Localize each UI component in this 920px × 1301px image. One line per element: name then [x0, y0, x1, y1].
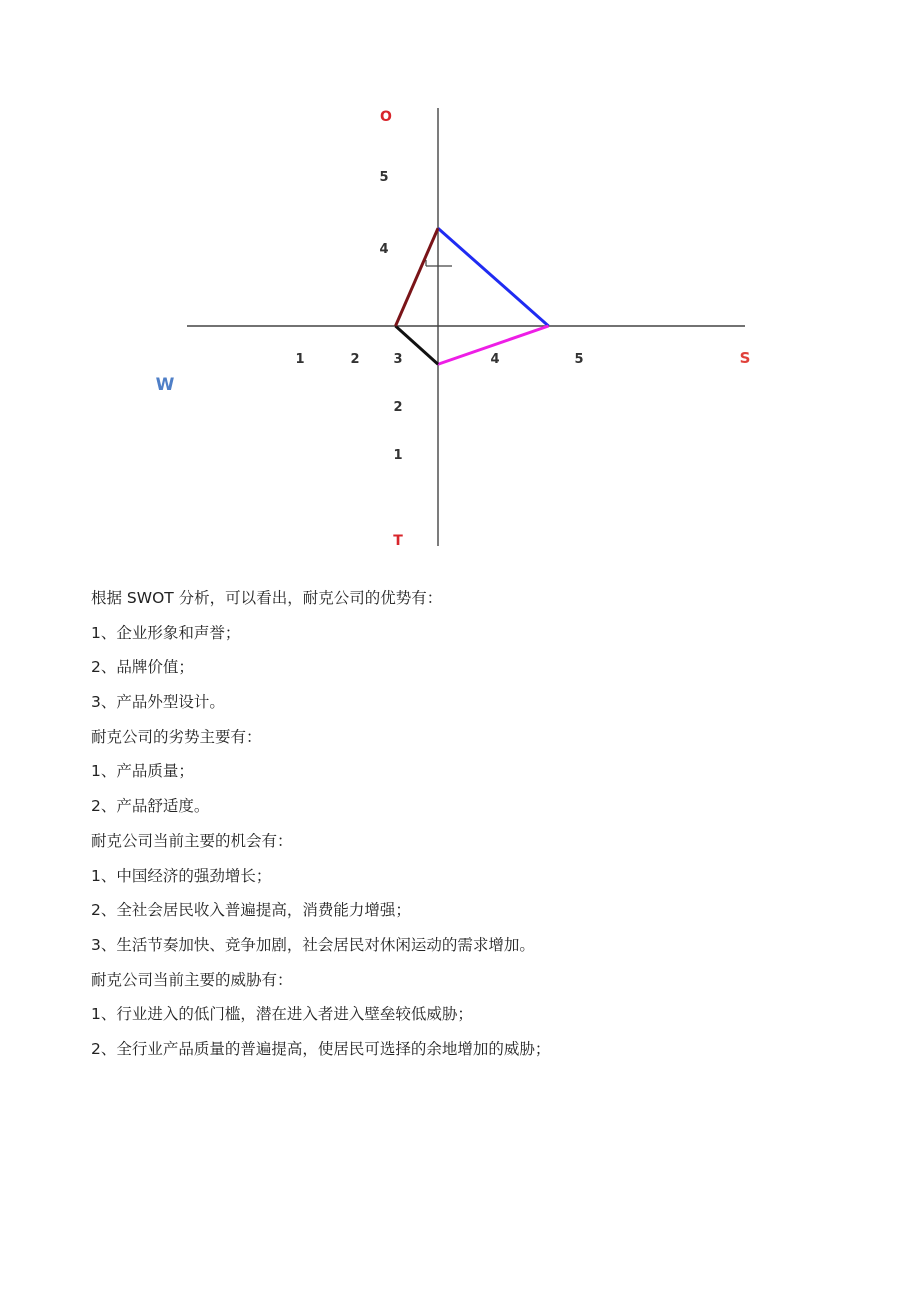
paragraph-weakness-2: 2、产品舒适度。	[91, 797, 210, 816]
paragraph-threat-2: 2、全行业产品质量的普遍提高，使居民可选择的余地增加的威胁；	[91, 1039, 551, 1058]
swot-chart	[0, 0, 920, 570]
tick-label-o-4: 4	[379, 242, 389, 257]
axis-label-o: O	[380, 109, 392, 125]
tick-label-w-2: 2	[350, 352, 360, 367]
paragraph-opportunity-1: 1、中国经济的强劲增长；	[91, 866, 272, 885]
paragraph-opportunities-intro: 耐克公司当前主要的机会有：	[91, 831, 293, 850]
edge-o-s	[438, 228, 549, 326]
tick-label-w-3: 3	[393, 352, 403, 367]
tick-label-o-5: 5	[379, 170, 389, 185]
tick-label-t-1: 1	[393, 448, 403, 463]
paragraph-strength-1: 1、企业形象和声誉；	[91, 623, 241, 642]
edge-w-o	[396, 228, 439, 326]
tick-label-t-2: 2	[393, 400, 403, 415]
paragraph-strength-3: 3、产品外型设计。	[91, 693, 225, 712]
paragraph-weakness-1: 1、产品质量；	[91, 762, 194, 781]
axis-label-t: T	[393, 533, 403, 549]
tick-label-s-4: 4	[490, 352, 500, 367]
paragraph-opportunity-2: 2、全社会居民收入普遍提高，消费能力增强；	[91, 901, 411, 920]
analysis-text	[91, 581, 851, 1067]
tick-label-w-1: 1	[295, 352, 305, 367]
paragraph-threats-intro: 耐克公司当前主要的威胁有：	[91, 970, 293, 989]
tick-label-s-5: 5	[574, 352, 584, 367]
paragraph-threat-1: 1、行业进入的低门槛，潜在进入者进入壁垒较低威胁；	[91, 1005, 473, 1024]
paragraph-strengths-intro: 根据 SWOT 分析，可以看出，耐克公司的优势有：	[91, 589, 443, 607]
axis-label-s: S	[739, 349, 751, 367]
paragraph-weaknesses-intro: 耐克公司的劣势主要有：	[91, 727, 262, 746]
paragraph-opportunity-3: 3、生活节奏加快、竞争加剧，社会居民对休闲运动的需求增加。	[91, 935, 535, 954]
axis-label-w: W	[155, 375, 175, 395]
paragraph-strength-2: 2、品牌价值；	[91, 658, 194, 677]
